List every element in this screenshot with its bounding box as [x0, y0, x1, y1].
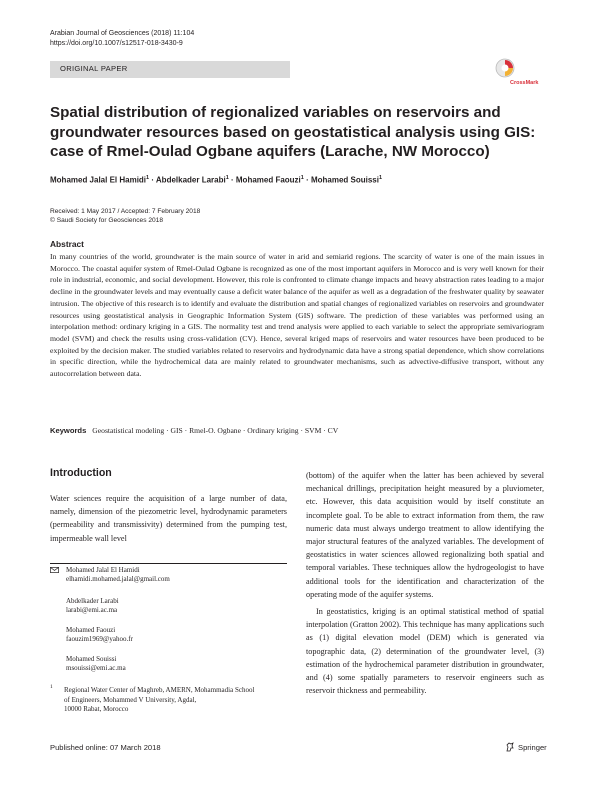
- corresponding-author-name: Mohamed Jalal El Hamidi: [66, 566, 140, 574]
- contact-name: Abdelkader Larabi: [66, 597, 119, 605]
- author-list: [50, 175, 382, 185]
- author-separator: ·: [303, 175, 311, 185]
- copyright-notice: © Saudi Society for Geosciences 2018: [50, 217, 163, 224]
- journal-header: [50, 29, 194, 49]
- abstract-heading: Abstract: [50, 239, 84, 249]
- author-name[interactable]: Abdelkader Larabi: [155, 175, 226, 185]
- article-type-banner: [50, 61, 290, 78]
- contact-name: Mohamed Faouzi: [66, 626, 116, 634]
- keywords-text: Geostatistical modeling · GIS · Rmel-O. Ogbane · Ordinary kriging · SVM · CV: [92, 426, 339, 435]
- author-affiliation-mark: 1: [300, 175, 304, 181]
- published-online-date: Published online: 07 March 2018: [50, 743, 161, 752]
- article-dates: [50, 207, 200, 225]
- contact-email[interactable]: faouzim1969@yahoo.fr: [66, 635, 133, 643]
- author-name[interactable]: Mohamed Souissi: [310, 175, 379, 185]
- author-affiliation-mark: 1: [225, 175, 229, 181]
- affiliation-line: Regional Water Center of Maghreb, AMERN, Mohammadia School: [64, 686, 255, 694]
- author-affiliation-mark: 1: [146, 175, 150, 181]
- envelope-icon: [50, 567, 59, 573]
- keywords-line: [50, 426, 338, 435]
- affiliation-line: 10000 Rabat, Morocco: [64, 705, 129, 713]
- article-type-label: ORIGINAL PAPER: [60, 64, 128, 73]
- footnote-divider: [50, 563, 287, 564]
- introduction-heading: Introduction: [50, 467, 112, 479]
- abstract-text: In many countries of the world, groundwater is the main source of water in arid and semiarid regions. The scarcity of water is one of the main issues in Morocco. The coastal aquifer system of Rmel-Oulad Ogbane is recognized as one of the most important aquifers in Morocco and is very well known for their role in industrial, economic, and social development. However, this role is confronted to climate change impacts and heavy abstraction rates leading to a major decline in the groundwater levels and may eventually cause a deficit water balance of the aquifer as well as a degradation of the freshwater quality by seawater intrusion. The objective of this research is to identify and evaluate the distribution and spatial changes of regionalized variables on reservoirs and groundwater resources using geostatistical analysis in Geographic Information System (GIS) software. The prediction of these variables was performed using an interpolation method: ordinary kriging in a GIS. The normality test and trend analysis were applied to each variable to select the appropriate semivariogram model (SVM) and check the results using cross-validation (CV). Hence, several kriged maps of reservoirs and water resources have been produced to be exploited by the decision maker. The studied variables related to reservoirs and hydrodynamic data have a strong spatial dependence, which show correlations in specific direction, while the hydrochemical data are mainly related to groundwater mechanisms, such as advective-diffusive transport, without any autocorrelation between data.: [50, 252, 544, 379]
- introduction-paragraph-right: (bottom) of the aquifer when the latter has been achieved by several mechanical drillings, precipitation height measured by a pluviometer, etc. However, this data acquisition would by itself constitute an incomplete goal. To be able to extract information from them, the raw numeric data must always undergo treatment to allow identifying the major structural features of the analyzed variables. The development of geostatistics in water sciences allowed regionalizing both spatial and temporal variables. These techniques allow the hydrogeologist to have additional tools for the identification and characterization of the operating mode of the aquifer systems.: [306, 471, 544, 599]
- author-affiliation-mark: 1: [378, 175, 383, 181]
- contact-email[interactable]: msouissi@emi.ac.ma: [66, 664, 126, 672]
- springer-horse-icon: [505, 742, 515, 752]
- author-separator: ·: [149, 175, 156, 185]
- author-name[interactable]: Mohamed Faouzi: [235, 175, 301, 185]
- affiliation-number: 1: [50, 684, 53, 690]
- received-accepted-dates: Received: 1 May 2017 / Accepted: 7 February 2018: [50, 208, 201, 215]
- contact-email[interactable]: larabi@emi.ac.ma: [66, 606, 118, 614]
- doi-link[interactable]: https://doi.org/10.1007/s12517-018-3430-9: [50, 40, 183, 47]
- article-title: Spatial distribution of regionalized variables on reservoirs and groundwater resources based on geostatistical analysis using GIS: case of Rmel-Oulad Ogbane aquifers (Larache, NW Morocco): [50, 104, 536, 160]
- keywords-label: Keywords: [50, 426, 87, 435]
- crossmark-label: CrossMark: [510, 80, 539, 86]
- affiliation-footnote: [50, 686, 287, 715]
- introduction-paragraph-left: Water sciences require the acquisition of a large number of data, namely, dimension of the piezometric level, hydrodynamic parameters (permeability and transmissivity) determined from the pumping test, impermeable wall level: [50, 494, 287, 543]
- affiliation-line: of Engineers, Mohammed V University, Agdal,: [64, 695, 197, 704]
- author-name[interactable]: Mohamed Jalal El Hamidi: [50, 175, 147, 185]
- journal-citation: Arabian Journal of Geosciences (2018) 11:104: [50, 30, 195, 37]
- contact-name: Mohamed Souissi: [66, 655, 117, 663]
- kriging-paragraph: In geostatistics, kriging is an optimal statistical method of spatial interpolation (Gratton 2002). This technique has many applications such as (1) digital elevation model (DEM) which is generated via topographic data, (2) determination of the groundwater level, (3) estimation of the hydrochemical parameter distribution in groundwater, and (4) some spatially parameters to reservoir engineers such as reservoir thickness and permeability.: [306, 607, 544, 696]
- publisher-name: Springer: [518, 742, 547, 752]
- author-separator: ·: [228, 175, 236, 185]
- corresponding-author-email[interactable]: elhamidi.mohamed.jalal@gmail.com: [66, 575, 170, 583]
- publisher-logo[interactable]: [505, 738, 547, 756]
